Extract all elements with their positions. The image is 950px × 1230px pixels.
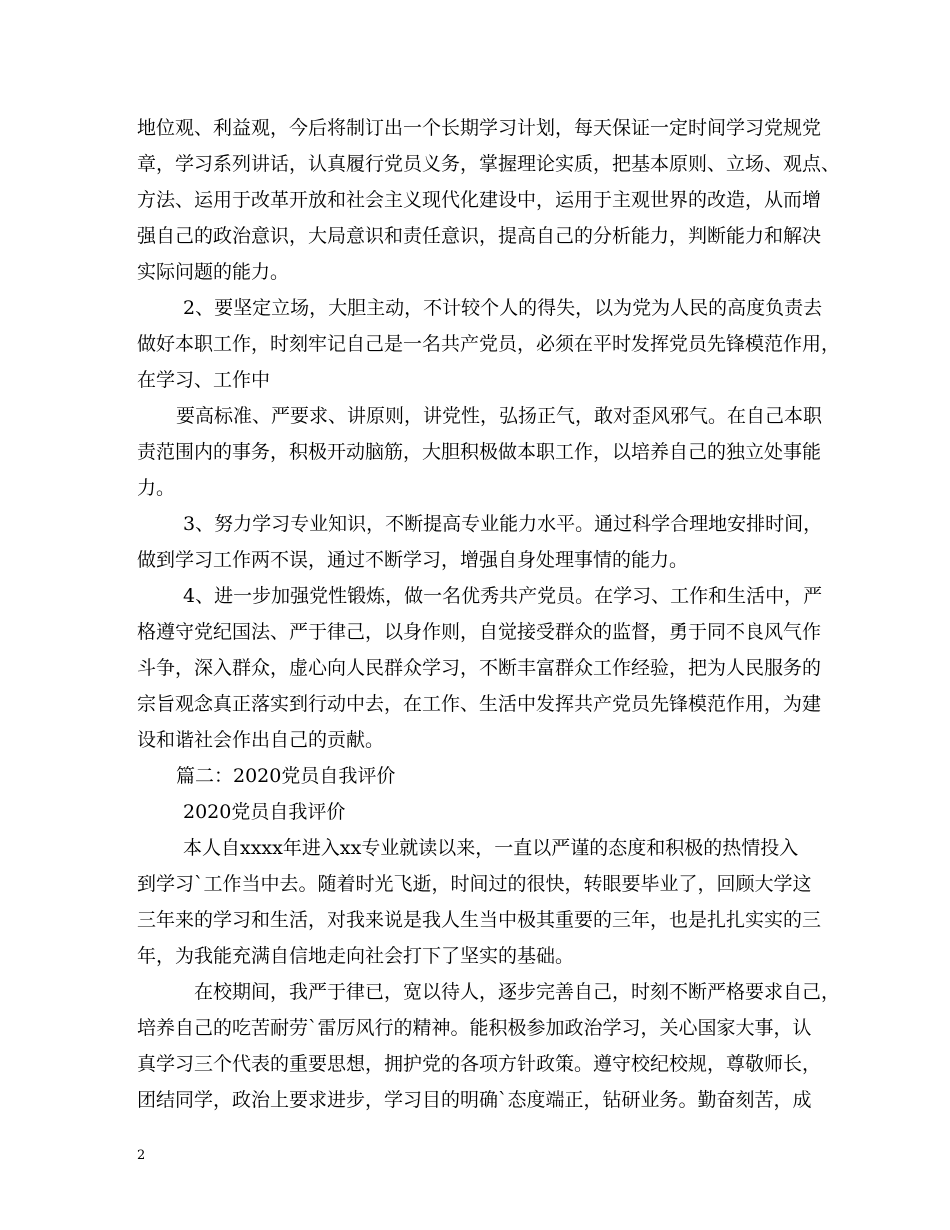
text-line: 设和谐社会作出自己的贡献。 bbox=[137, 729, 385, 751]
text-line: 培养自己的吃苦耐劳`雷厉风行的精神。能积极参加政治学习，关心国家大事，认 bbox=[137, 1017, 812, 1039]
text-line: 4、进一步加强党性锻炼，做一名优秀共产党员。在学习、工作和生活中，严 bbox=[183, 585, 823, 607]
text-line: 责范围内的事务，积极开动脑筋，大胆积极做本职工作，以培养自己的独立处事能 bbox=[137, 441, 822, 463]
text-line: 方法、运用于改革开放和社会主义现代化建设中，运用于主观世界的改造，从而增 bbox=[137, 189, 822, 211]
text-line: 到学习`工作当中去。随着时光飞逝，时间过的很快，转眼要毕业了，回顾大学这 bbox=[137, 873, 812, 895]
text-line: 本人自xxxx年进入xx专业就读以来，一直以严谨的态度和积极的热情投入 bbox=[183, 837, 799, 859]
text-line: 2、要坚定立场，大胆主动，不计较个人的得失，以为党为人民的高度负责去 bbox=[183, 297, 823, 319]
text-line: 力。 bbox=[137, 477, 176, 499]
text-line: 章，学习系列讲话，认真履行党员义务，掌握理论实质，把基本原则、立场、观点、 bbox=[137, 153, 841, 175]
text-line: 要高标准、严要求、讲原则，讲党性，弘扬正气，敢对歪风邪气。在自己本职 bbox=[176, 405, 823, 427]
text-line: 做好本职工作，时刻牢记自己是一名共产党员，必须在平时发挥党员先锋模范作用， bbox=[137, 333, 841, 355]
text-line: 实际问题的能力。 bbox=[137, 261, 290, 283]
article-title: 2020党员自我评价 bbox=[183, 801, 346, 823]
text-line: 格遵守党纪国法、严于律己，以身作则，自觉接受群众的监督，勇于同不良风气作 bbox=[137, 621, 822, 643]
text-line: 地位观、利益观，今后将制订出一个长期学习计划，每天保证一定时间学习党规党 bbox=[137, 117, 822, 139]
text-line: 在校期间，我严于律已，宽以待人，逐步完善自己，时刻不断严格要求自己， bbox=[194, 981, 841, 1003]
text-line: 年，为我能充满自信地走向社会打下了坚实的基础。 bbox=[137, 945, 575, 967]
text-line: 团结同学，政治上要求进步，学习目的明确`态度端正，钻研业务。勤奋刻苦，成 bbox=[137, 1089, 812, 1111]
text-line: 宗旨观念真正落实到行动中去，在工作、生活中发挥共产党员先锋模范作用，为建 bbox=[137, 693, 822, 715]
text-line: 三年来的学习和生活，对我来说是我人生当中极其重要的三年，也是扎扎实实的三 bbox=[137, 909, 822, 931]
text-line: 强自己的政治意识，大局意识和责任意识，提高自己的分析能力，判断能力和解决 bbox=[137, 225, 822, 247]
text-line: 在学习、工作中 bbox=[137, 369, 271, 391]
section-heading: 篇二：2020党员自我评价 bbox=[176, 765, 396, 787]
text-line: 斗争，深入群众，虚心向人民群众学习，不断丰富群众工作经验，把为人民服务的 bbox=[137, 657, 822, 679]
page-number: 2 bbox=[137, 1148, 146, 1163]
text-line: 做到学习工作两不误，通过不断学习，增强自身处理事情的能力。 bbox=[137, 549, 689, 571]
text-line: 真学习三个代表的重要思想，拥护党的各项方针政策。遵守校纪校规，尊敬师长， bbox=[137, 1053, 822, 1075]
text-line: 3、努力学习专业知识，不断提高专业能力水平。通过科学合理地安排时间， bbox=[183, 513, 823, 535]
